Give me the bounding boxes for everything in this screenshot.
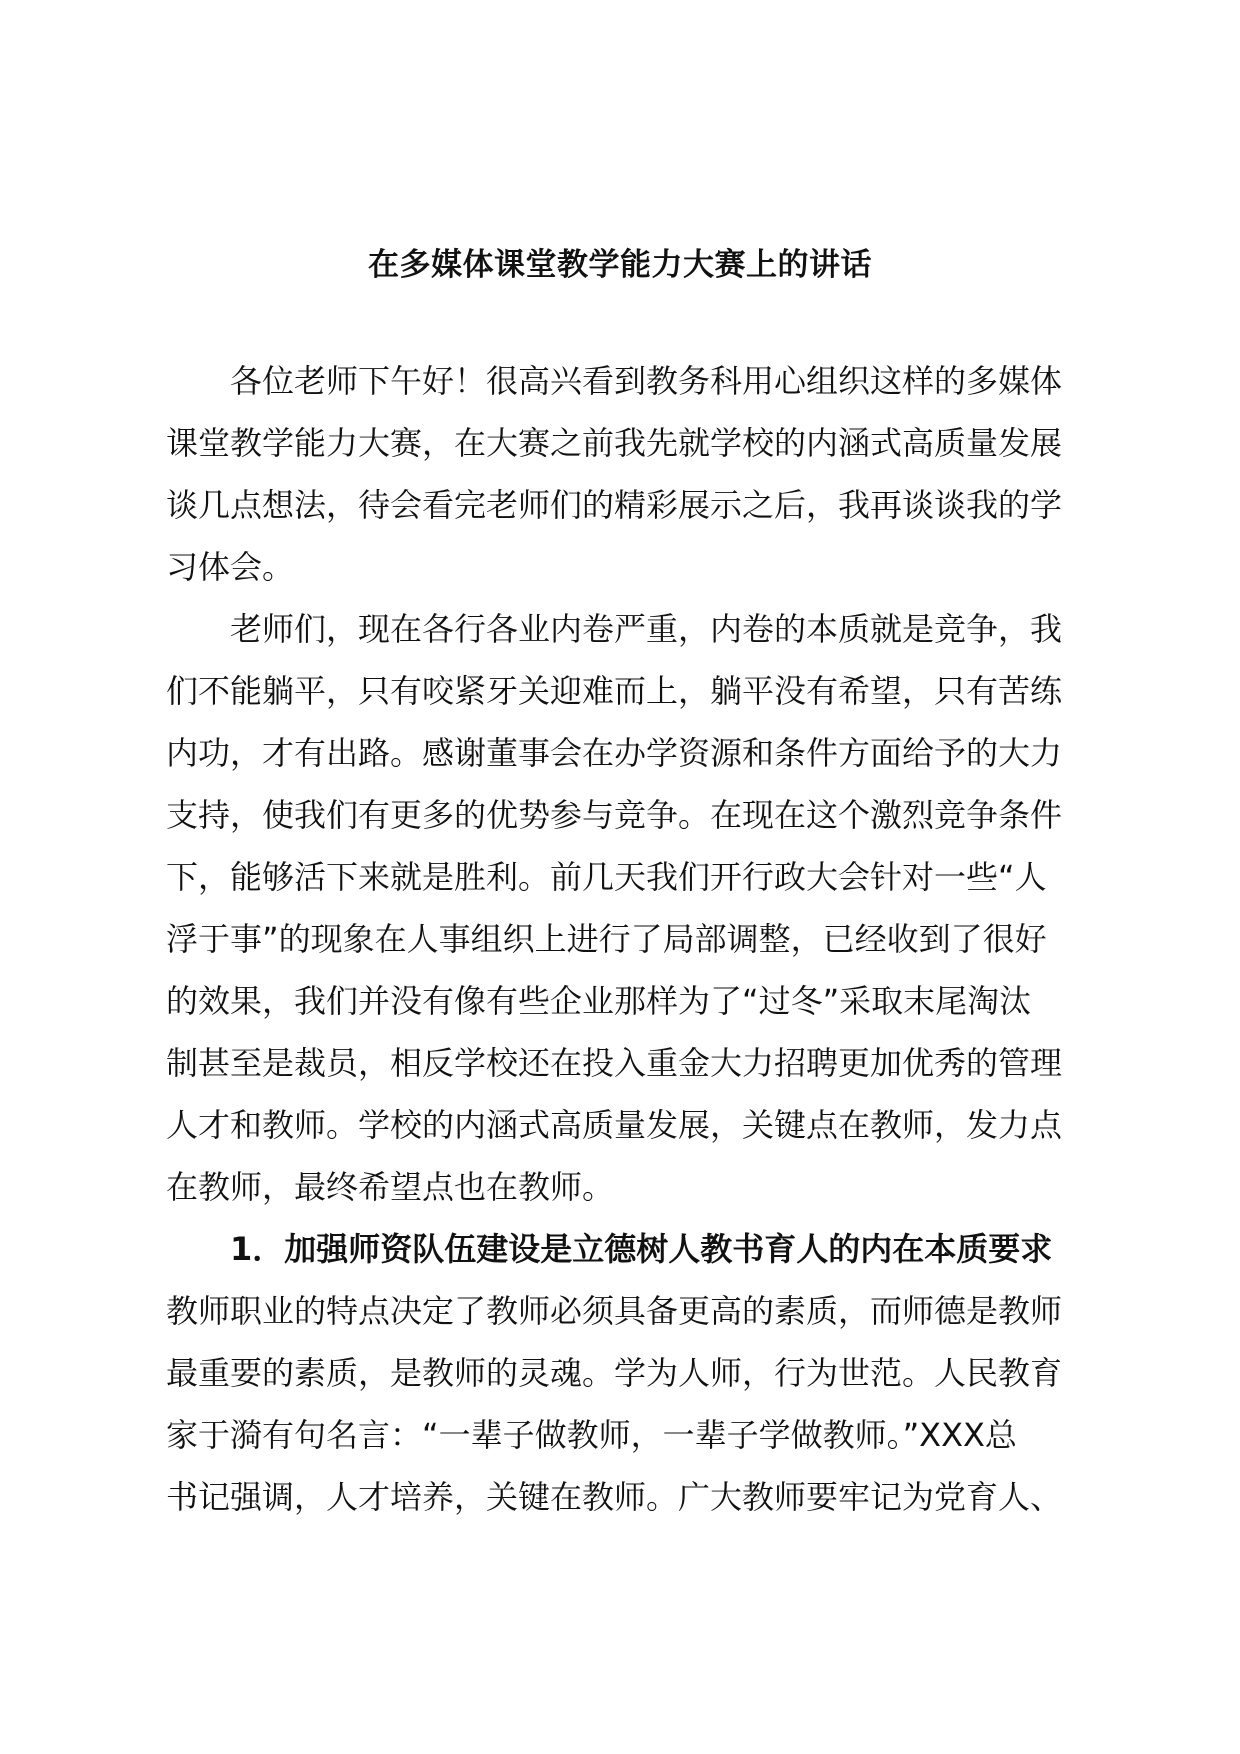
document-title: 在多媒体课堂教学能力大赛上的讲话 (368, 247, 872, 283)
paragraph-line: 家于漪有句名言：“一辈子做教师，一辈子学做教师。”XXX总 (166, 1416, 1017, 1454)
paragraph-line: 最重要的素质，是教师的灵魂。学为人师，行为世范。人民教育 (166, 1354, 1063, 1392)
paragraph-line: 在教师，最终希望点也在教师。 (166, 1168, 615, 1206)
document-body (166, 350, 1086, 1528)
paragraph-line: 们不能躺平，只有咬紧牙关迎难而上，躺平没有希望，只有苦练 (166, 672, 1063, 710)
paragraph-line: 教师职业的特点决定了教师必须具备更高的素质，而师德是教师 (166, 1292, 1063, 1330)
paragraph-line: 下，能够活下来就是胜利。前几天我们开行政大会针对一些“人 (166, 858, 1047, 896)
paragraph-line: 各位老师下午好！很高兴看到教务科用心组织这样的多媒体 (230, 362, 1063, 400)
paragraph-line: 制甚至是裁员，相反学校还在投入重金大力招聘更加优秀的管理 (166, 1044, 1063, 1082)
paragraph-line: 支持，使我们有更多的优势参与竞争。在现在这个激烈竞争条件 (166, 796, 1063, 834)
section-heading: 1．加强师资队伍建设是立德树人教书育人的内在本质要求 (230, 1230, 1053, 1268)
paragraph-line: 书记强调，人才培养，关键在教师。广大教师要牢记为党育人、 (166, 1478, 1063, 1516)
paragraph-line: 课堂教学能力大赛，在大赛之前我先就学校的内涵式高质量发展 (166, 424, 1063, 462)
paragraph-line: 浮于事”的现象在人事组织上进行了局部调整，已经收到了很好 (166, 920, 1047, 958)
paragraph-line: 老师们，现在各行各业内卷严重，内卷的本质就是竞争，我 (230, 610, 1063, 648)
paragraph-line: 人才和教师。学校的内涵式高质量发展，关键点在教师，发力点 (166, 1106, 1063, 1144)
paragraph-line: 的效果，我们并没有像有些企业那样为了“过冬”采取末尾淘汰 (166, 982, 1032, 1020)
paragraph-line: 谈几点想法，待会看完老师们的精彩展示之后，我再谈谈我的学 (166, 486, 1063, 524)
paragraph-line: 习体会。 (166, 548, 295, 586)
paragraph-line: 内功，才有出路。感谢董事会在办学资源和条件方面给予的大力 (166, 734, 1063, 772)
